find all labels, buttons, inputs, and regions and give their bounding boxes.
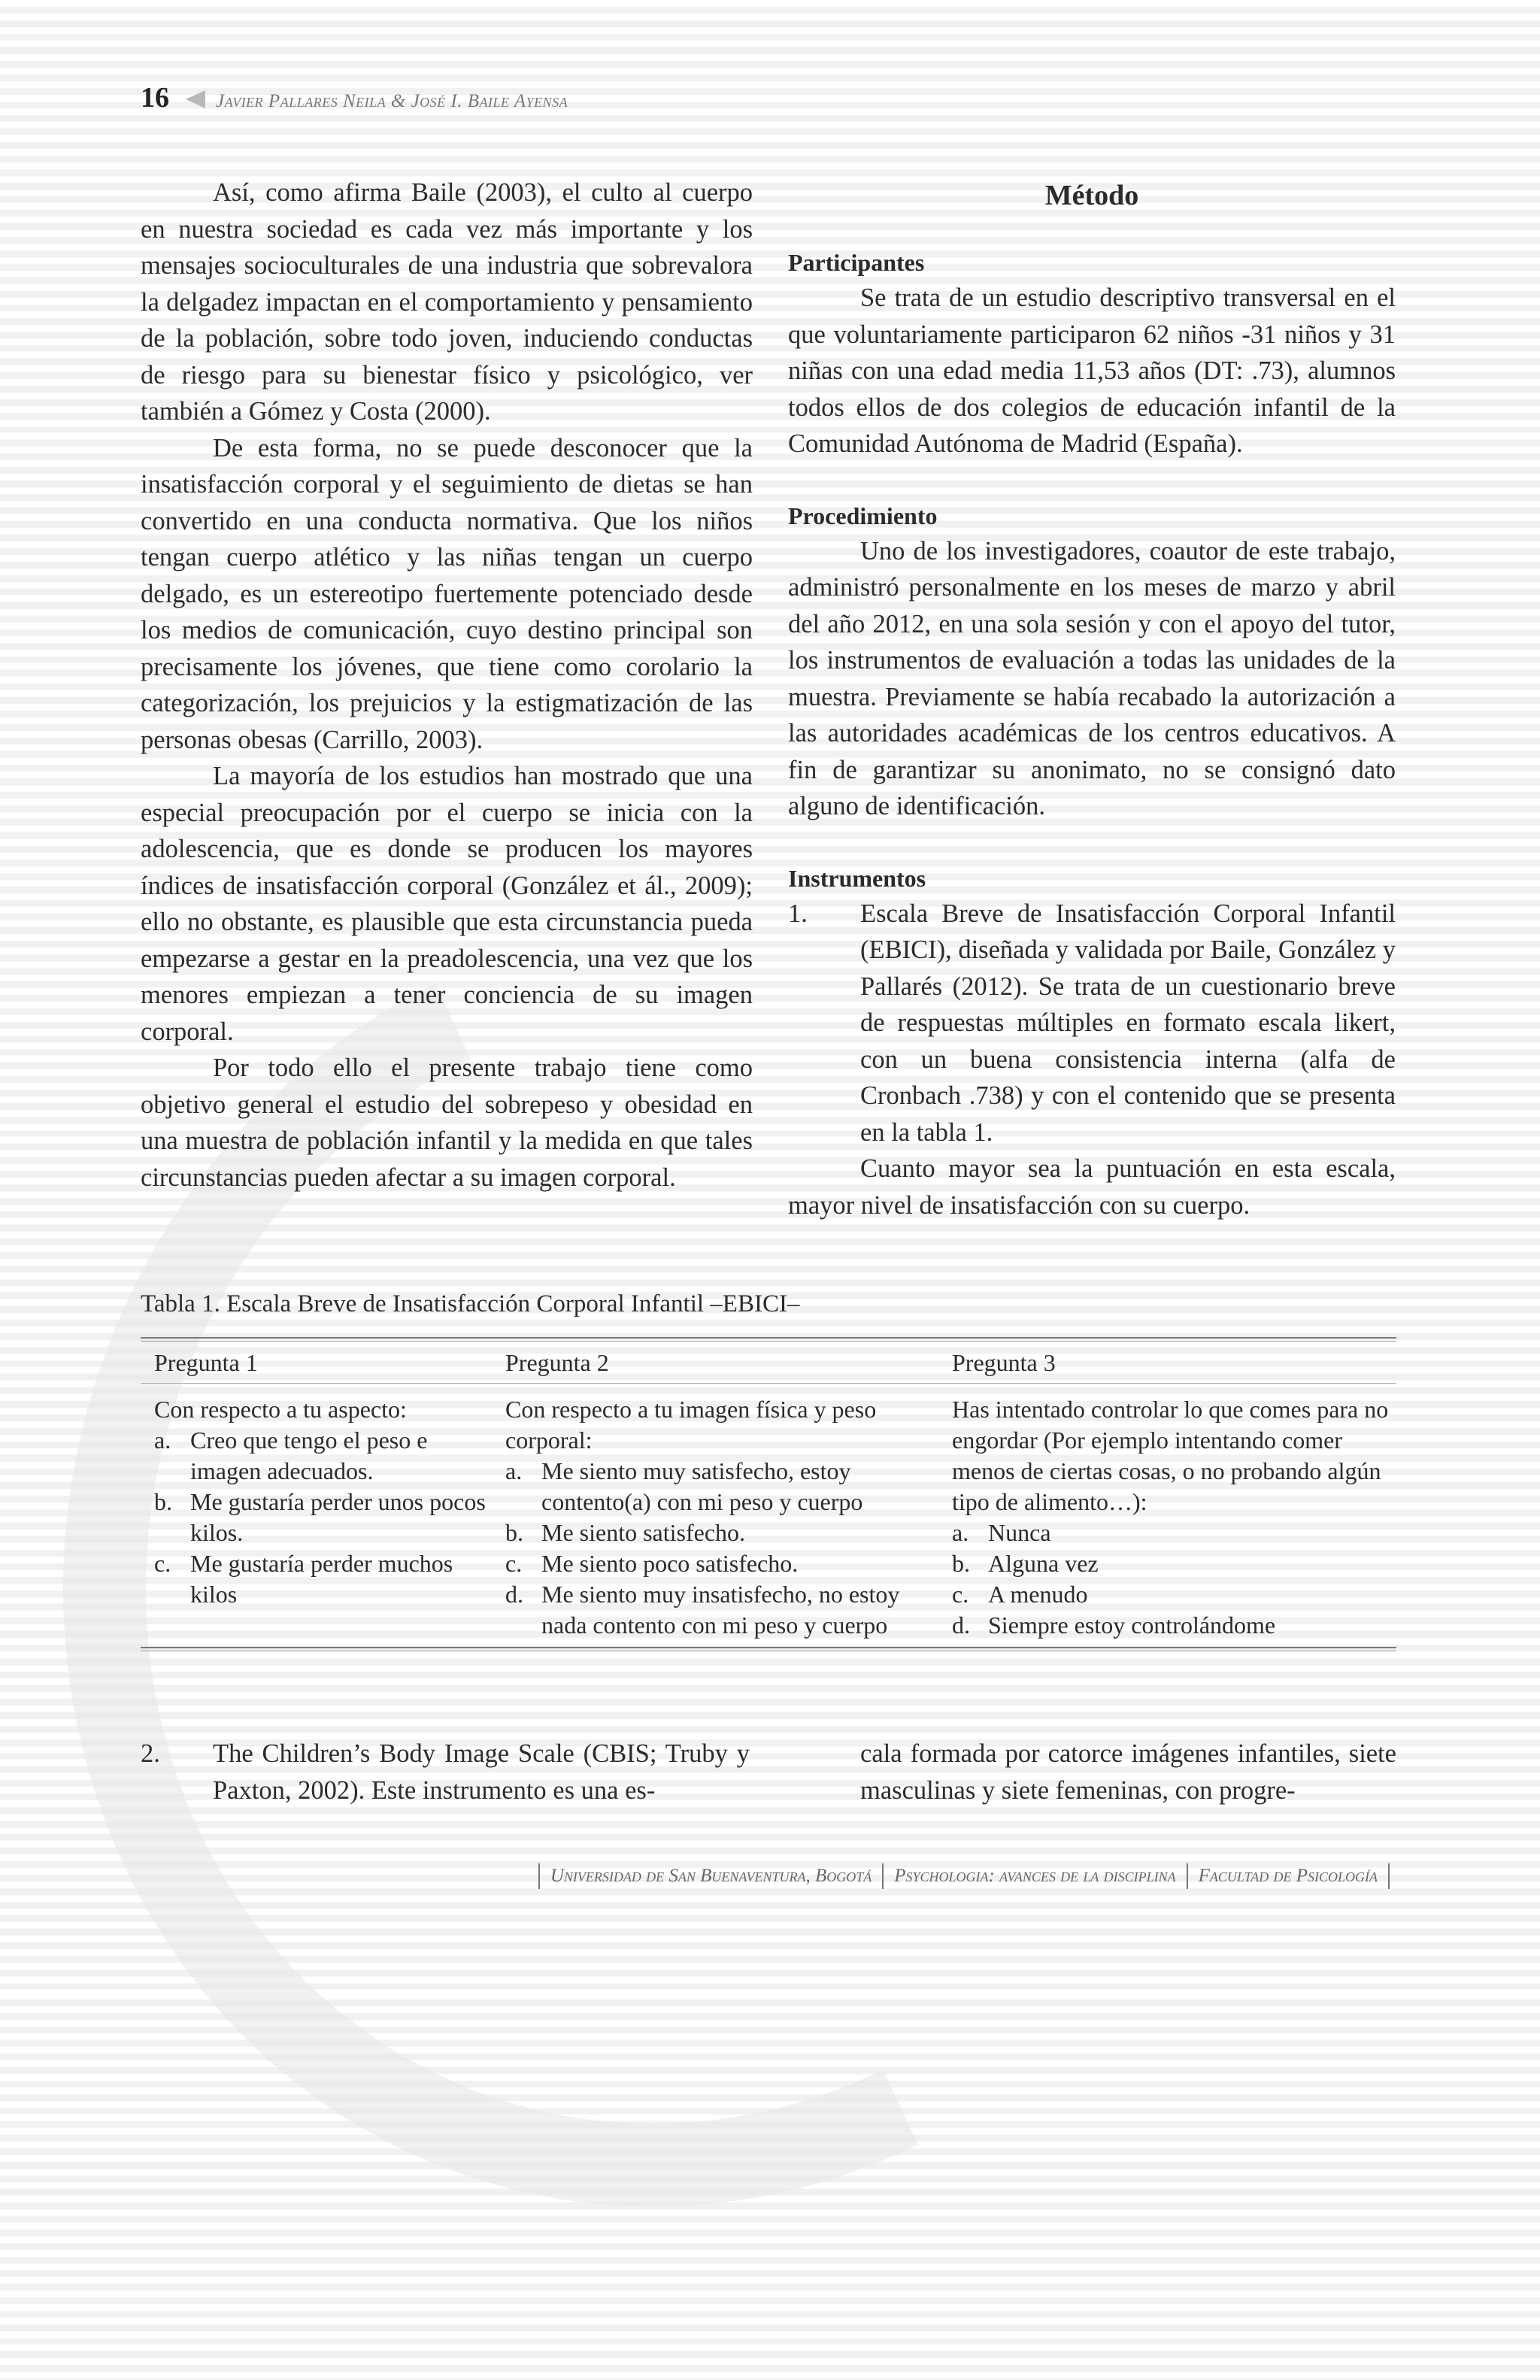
table-caption: Tabla 1. Escala Breve de Insatisfacción Corporal Infantil –EBICI– bbox=[141, 1290, 800, 1317]
subheading-instrumentos: Instrumentos bbox=[788, 864, 926, 892]
list-item bbox=[505, 1579, 932, 1641]
item-text-continued: cala formada por catorce imágenes infantiles, siete masculinas y siete femeninas, con progre- bbox=[860, 1739, 1396, 1805]
list-item bbox=[505, 1456, 932, 1517]
list-item bbox=[505, 1517, 932, 1548]
item-number: 2. bbox=[141, 1739, 160, 1768]
option-letter: d. bbox=[952, 1611, 970, 1639]
option-text: Me siento poco satisfecho. bbox=[541, 1550, 799, 1577]
section-heading-metodo: Método bbox=[1044, 180, 1139, 211]
page-footer bbox=[528, 1863, 1400, 1889]
option-letter: b. bbox=[154, 1488, 172, 1515]
divider bbox=[882, 1863, 884, 1889]
running-title: Javier Pallares Neila & José I. Baile Ayensa bbox=[216, 91, 568, 111]
page-header bbox=[141, 81, 568, 119]
option-letter: d. bbox=[505, 1581, 523, 1608]
option-text: Alguna vez bbox=[988, 1550, 1099, 1577]
option-text: Me siento satisfecho. bbox=[541, 1519, 746, 1546]
paragraph: De esta forma, no se puede desconocer que la insatisfacción corporal y el seguimiento de dietas se han convertido en una conducta normativa. Que los niños tengan cuerpo atlético y las niñas tengan un cuerpo delgado, es un estereotipo fuertemente potenciado desde los medios de comunicación, cuyo destino principal son precisamente los jóvenes, que tiene como corolario la categorización, los prejuicios y la estigmatización de las personas obesas (Carrillo, 2003). bbox=[141, 433, 753, 754]
list-item bbox=[154, 1425, 486, 1487]
option-letter: a. bbox=[505, 1457, 523, 1484]
option-letter: a. bbox=[952, 1519, 969, 1546]
item-number: 1. bbox=[788, 899, 808, 928]
list-item bbox=[952, 1579, 1390, 1610]
list-item bbox=[952, 1548, 1390, 1579]
cell-intro: Con respecto a tu imagen física y peso corporal: bbox=[505, 1396, 877, 1454]
table-cell-pregunta-3 bbox=[938, 1384, 1396, 1647]
cell-intro: Con respecto a tu aspecto: bbox=[154, 1396, 407, 1423]
option-list bbox=[505, 1456, 932, 1641]
option-text: Nunca bbox=[988, 1519, 1051, 1546]
paragraph-instrumentos-after: Cuanto mayor sea la puntuación en esta escala, mayor nivel de insatisfacción con su cuerpo. bbox=[788, 1154, 1396, 1220]
paragraph: Por todo ello el presente trabajo tiene como objetivo general el estudio del sobrepeso y obesidad en una muestra de población infantil y la medida en que tales circunstancias pueden afectar a su imagen corporal. bbox=[141, 1054, 753, 1192]
option-letter: b. bbox=[505, 1519, 523, 1546]
paragraph-procedimiento: Uno de los investigadores, coautor de este trabajo, administró personalmente en los meses de marzo y abril del año 2012, en una sola sesión y con el apoyo del tutor, los instrumentos de evaluación a todas las unidades de la muestra. Previamente se había recabado la autorización a las autoridades académicas de los centros educativos. A fin de garantizar su anonimato, no se consignó dato alguno de identificación. bbox=[788, 536, 1396, 820]
subheading-procedimiento: Procedimiento bbox=[788, 502, 938, 529]
page-number: 16 bbox=[141, 82, 169, 114]
option-text: Creo que tengo el peso e imagen adecuados. bbox=[190, 1426, 428, 1484]
subheading-participantes: Participantes bbox=[788, 249, 925, 276]
option-text: Me gustaría perder muchos kilos bbox=[190, 1550, 453, 1608]
paragraph: La mayoría de los estudios han mostrado que una especial preocupación por el cuerpo se inicia con la adolescencia, que es donde se producen los mayores índices de insatisfacción corporal (González et ál., 2009); ello no obstante, es plausible que esta circunstancia pueda empezarse a gestar en la preadolescencia, una vez que los menores empiezan a tener conciencia de su imagen corporal. bbox=[141, 762, 753, 1046]
option-text: Me siento muy insatisfecho, no estoy nada contento con mi peso y cuerpo bbox=[541, 1581, 900, 1639]
list-item bbox=[952, 1610, 1390, 1641]
option-letter: b. bbox=[952, 1550, 970, 1577]
list-item bbox=[952, 1517, 1390, 1548]
divider bbox=[538, 1863, 540, 1889]
divider bbox=[1388, 1863, 1390, 1889]
footer-university: Universidad de San Buenaventura, Bogotá bbox=[550, 1866, 872, 1886]
option-letter: a. bbox=[154, 1426, 171, 1454]
item-text: The Children’s Body Image Scale (CBIS; Truby y Paxton, 2002). Este instrumento es una es- bbox=[213, 1739, 750, 1805]
option-list bbox=[952, 1517, 1390, 1641]
footer-journal: Psychologia: avances de la disciplina bbox=[894, 1866, 1176, 1886]
right-column bbox=[788, 174, 1396, 1223]
table-cell-pregunta-1 bbox=[141, 1384, 492, 1647]
table-row bbox=[141, 1384, 1396, 1647]
left-column bbox=[141, 174, 753, 1196]
list-item bbox=[154, 1548, 486, 1610]
left-arrow-icon bbox=[186, 90, 205, 108]
option-letter: c. bbox=[505, 1550, 523, 1577]
instrument-item-1 bbox=[788, 896, 1396, 1151]
option-list bbox=[154, 1425, 486, 1610]
table-bottom-rule bbox=[141, 1647, 1396, 1651]
option-letter: c. bbox=[154, 1550, 171, 1577]
table-cell-pregunta-2 bbox=[492, 1384, 938, 1647]
item-text: Escala Breve de Insatisfacción Corporal Infantil (EBICI), diseñada y validada por Baile, González y Pallarés (2012). Se trata de un cuestionario breve de respuestas múltiples en formato escala likert, con un buena consistencia interna (alfa de Cronbach .738) y con el contenido que se presenta en la tabla 1. bbox=[860, 899, 1396, 1147]
option-text: Me gustaría perder unos pocos kilos. bbox=[190, 1488, 486, 1546]
option-letter: c. bbox=[952, 1581, 969, 1608]
table-header-cell: Pregunta 2 bbox=[505, 1349, 609, 1376]
paragraph-participantes: Se trata de un estudio descriptivo transversal en el que voluntariamente participaron 62 niños -31 niños y 31 niñas con una edad media 11,53 años (DT: .73), alumnos todos ellos de dos colegios de educación infantil de la Comunidad Autónoma de Madrid (España). bbox=[788, 283, 1396, 458]
option-text: A menudo bbox=[988, 1581, 1088, 1608]
paragraph: Así, como afirma Baile (2003), el culto al cuerpo en nuestra sociedad es cada vez más importante y los mensajes socioculturales de una industria que sobrevalora la delgadez impactan en el comportamiento y pensamiento de la población, sobre todo joven, induciendo conductas de riesgo para su bienestar físico y psicológico, ver también a Gómez y Costa (2000). bbox=[141, 178, 753, 426]
table-header-cell: Pregunta 1 bbox=[154, 1349, 258, 1376]
option-text: Me siento muy satisfecho, estoy contento(a) con mi peso y cuerpo bbox=[541, 1457, 863, 1515]
footer-faculty: Facultad de Psicología bbox=[1198, 1866, 1378, 1886]
divider bbox=[1187, 1863, 1188, 1889]
ebici-table bbox=[141, 1337, 1396, 1651]
cell-intro: Has intentado controlar lo que comes para no engordar (Por ejemplo intentando comer menos de ciertas cosas, o no probando algún tipo de alimento…): bbox=[952, 1396, 1389, 1515]
list-item bbox=[505, 1548, 932, 1579]
list-item bbox=[154, 1487, 486, 1548]
table-header-cell: Pregunta 3 bbox=[952, 1349, 1056, 1376]
table-header-row bbox=[141, 1342, 1396, 1383]
option-text: Siempre estoy controlándome bbox=[988, 1611, 1276, 1639]
instrument-item-2 bbox=[141, 1736, 750, 1808]
